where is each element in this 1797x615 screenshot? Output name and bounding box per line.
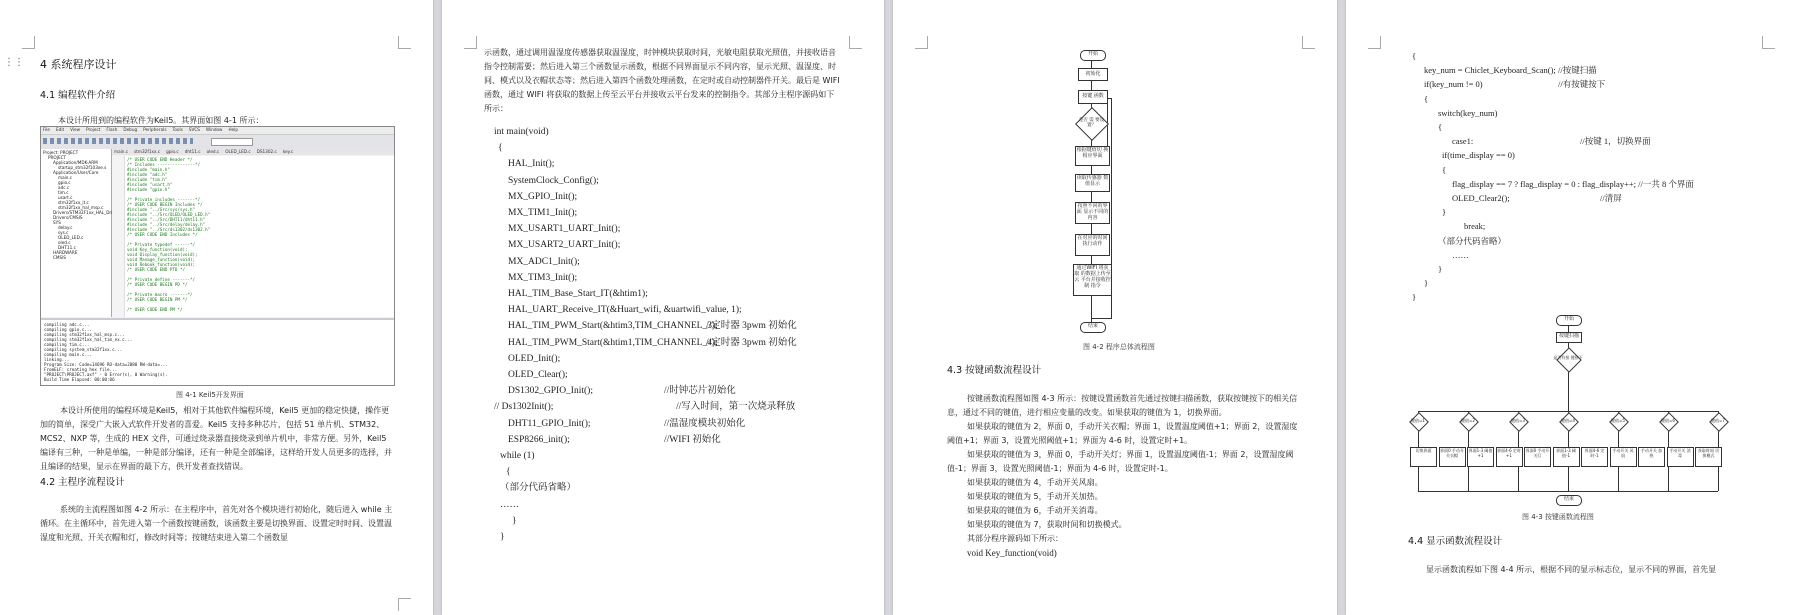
code-line: { <box>1412 51 1417 61</box>
code-line: } <box>1424 278 1429 289</box>
code-comment: //清屏 <box>1600 193 1622 203</box>
code-line: { <box>1442 164 1447 175</box>
section-heading: 4.1 编程软件介绍 <box>40 90 116 101</box>
code-line: MX_GPIO_Init(); <box>508 191 578 202</box>
code-comment: //定时器 3pwm 初始化 <box>706 337 797 348</box>
code-comment: //按键 1，切换界面 <box>1580 136 1651 147</box>
flow-key-decision: 键值=5 <box>1611 418 1625 423</box>
toolbar-icons <box>43 138 193 144</box>
project-tree-item[interactable]: startup_stm32f103xe.s <box>58 165 107 170</box>
flow-key-decision: 键值=3 <box>1511 418 1525 423</box>
code-line: MX_TIM1_Init(); <box>508 208 578 218</box>
code-line: …… <box>1452 249 1469 260</box>
code-line: } <box>1442 207 1447 218</box>
paragraph: 系统的主流程图如图 4-2 所示：在主程序中，首先对各个模块进行初始化，随后进入 while 主循环。在主循环中，首先进入第一个函数按键函数，该函数主要是切换界面、设置定时时间、设置温湿度和光照、开关衣帽和灯，修改时间等；按键结束进入第二个函数显 <box>40 505 393 542</box>
project-tree-item[interactable]: adc.c <box>58 185 70 190</box>
paragraph: 如果获取的键值为 5，手动开关加热。 <box>967 492 1103 501</box>
code-line: } <box>512 515 517 526</box>
code-line: #include "../Src/sys/sys.h" <box>127 207 196 212</box>
paragraph: 示函数，通过调用温湿度传感器获取温湿度，时钟模块获取时间，光敏电阻获取光照值，并接收语音指令控制需要；然后进入第三个函数显示函数，根据不同界面显示不同内容，显示光照、温湿度、时间、模式以及衣帽状态等；然后进入第四个函数处理函数，在定时或自动控制器件开关。最后是 WIFI 函数，通过 WIFI 将获取的数据上传至云平台并接收云平台发来的控制指令。其部分主程序源码如下所示： <box>484 48 840 113</box>
flow-action: 切换界面 <box>1410 447 1437 467</box>
project-tree-item[interactable]: CMSIS <box>53 255 67 260</box>
flow-step: 在对应的时间 执行动作 <box>1075 234 1110 256</box>
code-line: /* Private typedef ------*/ <box>127 242 196 247</box>
menu-item[interactable]: SVCS <box>188 127 200 132</box>
flow-step: 通过WIFI 将获取 的数据上传至云 平台并接收控制 指令 <box>1073 264 1112 296</box>
build-output-line: linking... <box>44 357 70 362</box>
line-gutter <box>112 156 125 317</box>
ide-toolbar <box>41 134 394 150</box>
build-output-line: FromELF: creating hex file... <box>44 367 118 372</box>
paragraph: 如果获取的键值为 2，界面 0，手动开关衣帽；界面 1，设置温度阈值+1；界面 2，设置湿度阈值+1；界面 3，设置光照阈值+1；界面为 4-6 时，设置定时+1。 <box>947 422 1298 445</box>
code-line: { <box>498 143 503 154</box>
paragraph: 如果获取的键值为 3，界面 0，手动开关灯；界面 1，设置温度阈值-1；界面 2，设置湿度阈值-1；界面 3，设置光照阈值-1；界面为 4-6 时，设置定时-1。 <box>947 450 1294 473</box>
code-line: #include "../Src/ds1302/ds1302.h" <box>127 227 211 232</box>
menu-item[interactable]: Tools <box>172 127 183 132</box>
paragraph: 其部分程序源码如下所示： <box>967 534 1063 543</box>
project-tree-item[interactable]: DHT11.c <box>58 245 76 250</box>
paragraph: 如果获取的键值为 7，获取时间和切换模式。 <box>967 520 1127 529</box>
project-tree-item[interactable]: HARDWARE <box>53 250 78 255</box>
build-output-line: compiling stm32f1xx_hal_msp.c... <box>44 332 125 337</box>
code-line: DHT11_GPIO_Init(); <box>508 418 591 429</box>
code-line: /* USER CODE END Includes */ <box>127 232 198 237</box>
project-tree-item[interactable]: PROJECT <box>48 155 67 160</box>
section-heading: 4.4 显示函数流程设计 <box>1408 536 1503 547</box>
project-tree-item[interactable]: tim.c <box>58 190 69 195</box>
project-tree-item[interactable]: delay.c <box>58 225 73 230</box>
document-page-2 <box>442 0 884 615</box>
code-line: #include "main.h" <box>127 167 170 172</box>
menu-item[interactable]: Window <box>205 127 223 132</box>
code-line: #include "adc.h" <box>127 172 168 177</box>
code-line: HAL_TIM_Base_Start_IT(&htim1); <box>508 289 648 299</box>
code-line: MX_ADC1_Init(); <box>508 256 580 267</box>
code-line: MX_USART2_UART_Init(); <box>508 240 621 251</box>
project-panel <box>41 149 112 317</box>
code-line: { <box>1424 93 1429 104</box>
target-select[interactable] <box>211 138 253 146</box>
code-line: OLED_Init(); <box>508 353 561 364</box>
project-tree-item[interactable]: main.c <box>58 175 73 180</box>
paragraph: 本设计所用到的编程软件为Keil5。其界面如图 4-1 所示： <box>58 116 264 125</box>
code-line: /* Private includes -------*/ <box>127 197 201 202</box>
flow-step: 按照不同的界面 显示不同的内容 <box>1075 202 1110 224</box>
code-line: } <box>500 532 505 542</box>
editor-tab[interactable]: gpio.c <box>166 149 179 154</box>
build-output-line: compiling adc.c... <box>44 322 90 327</box>
build-output-line: compiling stm32f1xx_hal_tim_ex.c... <box>44 337 133 342</box>
flow-action: 界面4-6 定时+1 <box>1496 447 1523 467</box>
code-line: ESP8266_init(); <box>508 434 570 445</box>
flow-end: 结束 <box>1080 322 1106 333</box>
code-line: OLED_Clear(); <box>508 370 568 380</box>
code-line: /* Private macro -------*/ <box>127 292 193 297</box>
menu-item[interactable]: View <box>70 127 81 132</box>
crop-mark <box>398 36 411 49</box>
editor-tab[interactable]: key.c <box>282 149 294 154</box>
flow-action: 手动开关 风扇 <box>1610 447 1637 467</box>
build-output-line: compiling tim.c... <box>44 342 90 347</box>
code-line: OLED_Clear2(); <box>1452 193 1510 203</box>
code-comment: //有按键按下 <box>1558 79 1606 90</box>
chapter-title: 4 系统程序设计 <box>40 58 117 71</box>
flow-action: 手动开关 加热 <box>1638 447 1665 467</box>
code-line: case1: <box>1452 136 1474 147</box>
flow-start: 开始 <box>1556 315 1582 326</box>
crop-mark <box>915 36 928 49</box>
menu-item[interactable]: Project <box>86 127 101 132</box>
document-page-1 <box>0 0 433 615</box>
menu-item[interactable]: Flash <box>106 127 118 132</box>
code-line: #include "tim.h" <box>127 177 168 182</box>
code-line: HAL_UART_Receive_IT(&Huart_wifi, &uartwifi_value, 1); <box>508 305 742 316</box>
code-comment: //WIFI 初始化 <box>664 434 721 445</box>
crop-mark <box>849 36 862 49</box>
flow-decision: 是否有按 键按下 <box>1553 355 1583 360</box>
paragraph: void Key_function(void) <box>967 548 1057 558</box>
code-line: } <box>1438 264 1443 274</box>
build-output-line: compiling gpio.c... <box>44 327 92 332</box>
flow-step: 按键扫描 <box>1556 332 1582 343</box>
flow-decision: 是否 需 要设置？ <box>1078 118 1105 128</box>
editor-tab[interactable]: stm32f1xx.c <box>134 149 161 154</box>
build-output-line: "PROJECT\PROJECT.axf" - 0 Error(s), 0 Warning(s). <box>44 372 168 377</box>
figure-caption: 图 4-2 程序总体流程图 <box>1083 343 1155 351</box>
keil-ide-screenshot <box>40 126 395 386</box>
project-tree-item[interactable]: Drivers/CMSIS <box>53 215 83 220</box>
code-line: break; <box>1464 221 1486 232</box>
code-line: void Display_function(void); <box>127 252 198 257</box>
project-tree-item[interactable]: sys.c <box>58 230 69 235</box>
project-tree-item[interactable]: gpio.c <box>58 180 71 185</box>
flow-key-decision: 键值=1 <box>1411 418 1425 423</box>
code-line: /* USER CODE END Header */ <box>127 157 193 162</box>
menu-item[interactable]: Debug <box>123 127 138 132</box>
code-line: HAL_TIM_PWM_Start(&htim3,TIM_CHANNEL_3); <box>508 321 718 332</box>
build-output-line: Build Time Elapsed: 00:00:06 <box>44 377 115 382</box>
menu-item[interactable]: Peripherals <box>143 127 167 132</box>
flow-decision-shape <box>1556 347 1581 372</box>
code-line: int main(void) <box>494 127 549 137</box>
code-line: SystemClock_Config(); <box>508 175 599 186</box>
editor-tab[interactable]: dht11.c <box>184 149 201 154</box>
menu-item[interactable]: Help <box>228 127 239 132</box>
crop-mark <box>22 36 35 49</box>
project-tree-item[interactable]: Application/MDK-ARM <box>53 160 98 165</box>
code-line: /* Includes ---------------*/ <box>127 162 201 167</box>
code-line: MX_TIM3_Init(); <box>508 272 578 283</box>
menu-item[interactable]: File <box>43 127 51 132</box>
editor-tab[interactable]: main.c <box>114 149 129 154</box>
ide-menu-bar <box>41 127 394 134</box>
project-tree-item[interactable]: oled.c <box>58 240 71 245</box>
code-line: /* USER CODE END PM */ <box>127 307 183 312</box>
flow-action: 界面4-6 定时-1 <box>1581 447 1608 467</box>
code-line: } <box>1412 292 1417 303</box>
build-output-panel <box>41 318 394 386</box>
code-line: if(key_num != 0) <box>1424 79 1483 90</box>
code-line: { <box>1438 122 1443 132</box>
project-tree-item[interactable]: Application/User/Core <box>53 170 99 175</box>
code-line: /* USER CODE END PTD */ <box>127 267 185 272</box>
flow-action: 界面1-3 阈值+1 <box>1467 447 1494 467</box>
code-line: …… <box>500 499 519 510</box>
crop-mark <box>464 36 477 49</box>
flow-start: 开始 <box>1080 50 1106 61</box>
build-output-line: Program Size: Code=14696 RO-data=2080 RW-data=... <box>44 362 168 367</box>
code-line: #include "../Src/delay/delay.h" <box>127 222 206 227</box>
code-line: /* Private define -------*/ <box>127 277 196 282</box>
code-line: // Ds1302Init(); <box>494 402 554 413</box>
code-editor[interactable] <box>112 156 394 317</box>
key-actions <box>1408 447 1730 477</box>
project-tree-item[interactable]: OLED_LED.c <box>58 235 84 240</box>
key-flowchart <box>1408 315 1730 507</box>
paragraph: 本设计所使用的编程环境是Keil5，相对于其他软件编程环境，Keil5 更加的稳定快捷，操作更加的简单，深受广大嵌入式软件开发者的喜爱。Keil5 支持多种芯片，包括 51 单片机、STM32、MCS2、NXP 等，生成的 HEX 文件，可通过烧录器直接烧录到单片机中，非常方便。另外，Keil5 编译有三种，一种是单编，一种是部分编译，还有一种是全部编译，这样给开发人员更多的选择，并且编译的结果，显示在界面的最下方，供开发者查找错误。 <box>40 406 392 471</box>
flow-action: 界面0 手动开关灯 <box>1524 447 1551 467</box>
editor-tab[interactable]: OLED_LED.c <box>225 149 251 154</box>
code-line: while (1) <box>500 451 535 461</box>
code-line: void Rebook_function(void); <box>127 262 196 267</box>
key-code-block <box>1346 48 1797 308</box>
project-tree-item[interactable]: SYS <box>53 220 61 225</box>
code-line: void Key_function(void); <box>127 247 188 252</box>
editor-tab[interactable]: oled.c <box>206 149 220 154</box>
main-flowchart <box>1063 50 1168 335</box>
flow-action: 手动开关 消毒 <box>1667 447 1694 467</box>
flow-end: 结束 <box>1556 495 1582 506</box>
document-page-3 <box>893 0 1337 615</box>
figure-caption: 图 4-3 按键函数流程图 <box>1522 513 1594 521</box>
flow-action: 界面1-3 阈值-1 <box>1553 447 1580 467</box>
flow-step: 根据键值切 换相应界面 <box>1075 146 1110 166</box>
build-output-line: compiling main.c... <box>44 352 92 357</box>
flow-key-decision: 键值=2 <box>1461 418 1475 423</box>
flow-key-decision: 键值=4 <box>1561 418 1575 423</box>
section-heading: 4.3 按键函数流程设计 <box>947 365 1042 376</box>
paragraph: 显示函数流程如下图 4-4 所示，根据不同的显示标志位，显示不同的界面，首先显 <box>1426 565 1717 574</box>
code-line: /* USER CODE BEGIN Includes */ <box>127 202 203 207</box>
outline-icon[interactable]: ⋮⋮ <box>4 57 24 68</box>
code-line: HAL_Init(); <box>508 159 555 170</box>
code-line: key_num = Chiclet_Keyboard_Scan(); <box>1424 65 1556 76</box>
paragraph: 如果获取的键值为 6，手动开关消毒。 <box>967 506 1103 515</box>
document-page-4 <box>1346 0 1797 615</box>
code-line: MX_USART1_UART_Init(); <box>508 224 621 235</box>
paragraph: 按键函数流程图如图 4-3 所示：按键设置函数首先通过按键扫描函数，获取按键按下的相关信息，通过不同的键值，进行相应变量的改变。如果获取的键值为 1，切换界面。 <box>947 394 1298 417</box>
figure-caption: 图 4-1 Keil5开发界面 <box>176 391 244 399</box>
project-tree-item[interactable]: stm32f1xx_hal_msp.c <box>58 205 104 210</box>
paragraph: 如果获取的键值为 4，手动开关风扇。 <box>967 478 1103 487</box>
flow-key-decision: 键值=6 <box>1661 418 1675 423</box>
project-tree-item[interactable]: stm32f1xx_it.c <box>58 200 89 205</box>
main-code-block <box>442 124 884 554</box>
menu-item[interactable]: Edit <box>56 127 65 132</box>
code-line: { <box>506 467 511 478</box>
crop-mark <box>1302 36 1315 49</box>
project-tree-item[interactable]: Project: PROJECT <box>43 150 79 155</box>
flow-key-decision: 键值=7 <box>1711 418 1725 423</box>
code-comment: //写入时间，第一次烧录释放 <box>676 402 796 413</box>
code-line: /* USER CODE BEGIN PD */ <box>127 282 188 287</box>
code-line: #include "usart.h" <box>127 182 173 187</box>
editor-tab[interactable]: DS1302.c <box>256 149 277 154</box>
code-comment: //定时器 3pwm 初始化 <box>706 321 797 332</box>
code-line: void Manage_function(void); <box>127 257 196 262</box>
code-line: switch(key_num) <box>1438 107 1498 118</box>
crop-mark <box>398 598 411 611</box>
code-comment: //按键扫描 <box>1558 65 1597 76</box>
code-line: flag_display == 7 ? flag_display = 0 : flag_display++; //一共 8 个界面 <box>1452 178 1694 189</box>
flow-step: 读取传感器 数值显示 <box>1075 174 1110 192</box>
code-line: if(time_display == 0) <box>1442 150 1515 161</box>
code-line: #include "../Src/DHT11/dht11.h" <box>127 217 206 222</box>
code-line: #include "gpio.h" <box>127 187 170 192</box>
flow-action: 获取时间 切换模式 <box>1695 447 1722 467</box>
code-line: /* USER CODE BEGIN PM */ <box>127 297 188 302</box>
code-comment: //时钟芯片初始化 <box>664 386 736 397</box>
code-line: （部分代码省略） <box>500 483 577 494</box>
code-line: （部分代码省略） <box>1438 235 1507 246</box>
flow-step: 按键 函数 <box>1078 90 1108 104</box>
editor-tabs <box>112 149 395 155</box>
project-tree-item[interactable]: Drivers/STM32F1xx_HAL_Dri <box>53 210 113 215</box>
flow-step: 初始化 <box>1078 68 1108 81</box>
code-comment: //温湿度模块初始化 <box>664 418 746 429</box>
flow-action: 界面0 手动开关衣帽 <box>1439 447 1466 467</box>
project-tree-item[interactable]: usart.c <box>58 195 73 200</box>
build-output-line: compiling system_stm32f1xx.c... <box>44 347 123 352</box>
code-line: HAL_TIM_PWM_Start(&htim1,TIM_CHANNEL_4); <box>508 337 718 348</box>
section-heading: 4.2 主程序流程设计 <box>40 477 125 488</box>
code-line: #include "../Src/OLED/OLED_LED.h" <box>127 212 211 217</box>
code-line: DS1302_GPIO_Init(); <box>508 386 593 397</box>
